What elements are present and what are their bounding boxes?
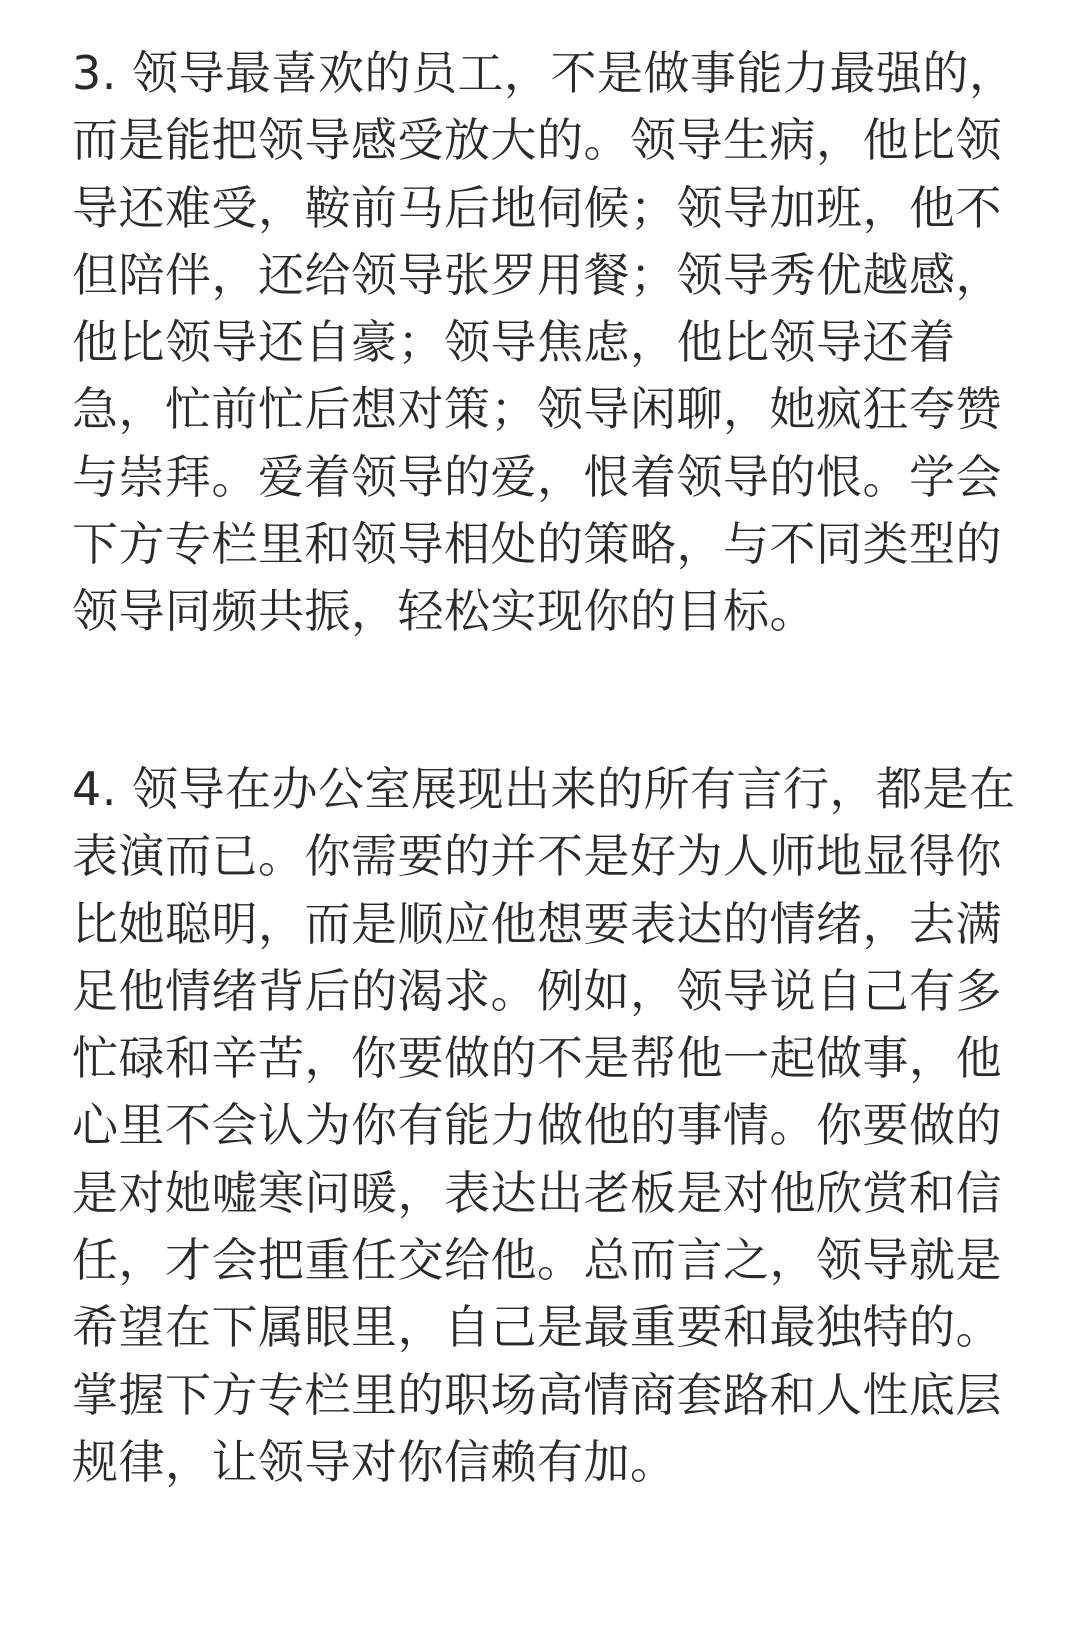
paragraph-4: 4. 领导在办公室展现出来的所有言行，都是在表演而已。你需要的并不是好为人师地显得你比她聪明，而是顺应他想要表达的情绪，去满足他情绪背后的渴求。例如，领导说自己有多忙碌和辛苦，你要做的不是帮他一起做事，他心里不会认为你有能力做他的事情。你要做的是对她嘘寒问暖，表达出老板是对他欣赏和信任，才会把重任交给他。总而言之，领导就是希望在下属眼里，自己是最重要和最独特的。掌握下方专栏里的职场高情商套路和人性底层规律，让领导对你信赖有加。 (72, 762, 1016, 1489)
paragraph-3: 3. 领导最喜欢的员工，不是做事能力最强的，而是能把领导感受放大的。领导生病，他比领导还难受，鞍前马后地伺候；领导加班，他不但陪伴，还给领导张罗用餐；领导秀优越感，他比领导还自豪；领导焦虑，他比领导还着急，忙前忙后想对策；领导闲聊，她疯狂夸赞与崇拜。爱着领导的爱，恨着领导的恨。学会下方专栏里和领导相处的策略，与不同类型的领导同频共振，轻松实现你的目标。 (72, 46, 1016, 639)
